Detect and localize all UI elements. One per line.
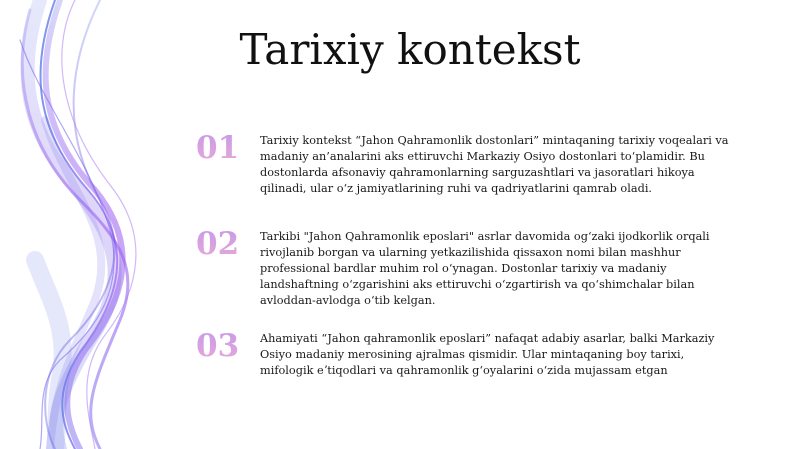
slide-title: Tarixiy kontekst [239,25,581,74]
item-text: Tarkibi "Jahon Qahramonlik eposlari" asrlar davomida ogʻzaki ijodkorlik orqali rivojlanib borgan va ularning yetkazilishida qissaxon nomi bilan mashhur professional bardlar muhim rol oʻynagan. Dostonlar tarixiy va madaniy landshaftning oʻzgarishini aks ettiruvchi oʻzgartirish va qoʻshimchalar bilan avloddan-avlodga oʻtib kelgan. [260,230,710,307]
item-text: Tarixiy kontekst “Jahon Qahramonlik dostonlari” mintaqaning tarixiy voqealari va madaniy an’analarini aks ettiruvchi Markaziy Osiyo dostonlari toʻplamidir. Bu dostonlarda afsonaviy qahramonlarning sarguzashtlari va jasoratlari hikoya qilinadi, ular oʻz jamiyatlarining ruhi va qadriyatlarini qamrab oladi. [260,134,729,195]
item-text: Ahamiyati “Jahon qahramonlik eposlari” nafaqat adabiy asarlar, balki Markaziy Osiyo madaniy merosining ajralmas qismidir. Ular mintaqaning boy tarixi, mifologik eʼtiqodlari va qahramonlik gʻoyalarini oʻzida mujassam etgan [260,332,715,377]
item-number: 03 [196,329,246,363]
item-number: 02 [196,227,246,261]
purple-smoke-decoration [0,0,200,449]
item-number: 01 [196,131,246,165]
